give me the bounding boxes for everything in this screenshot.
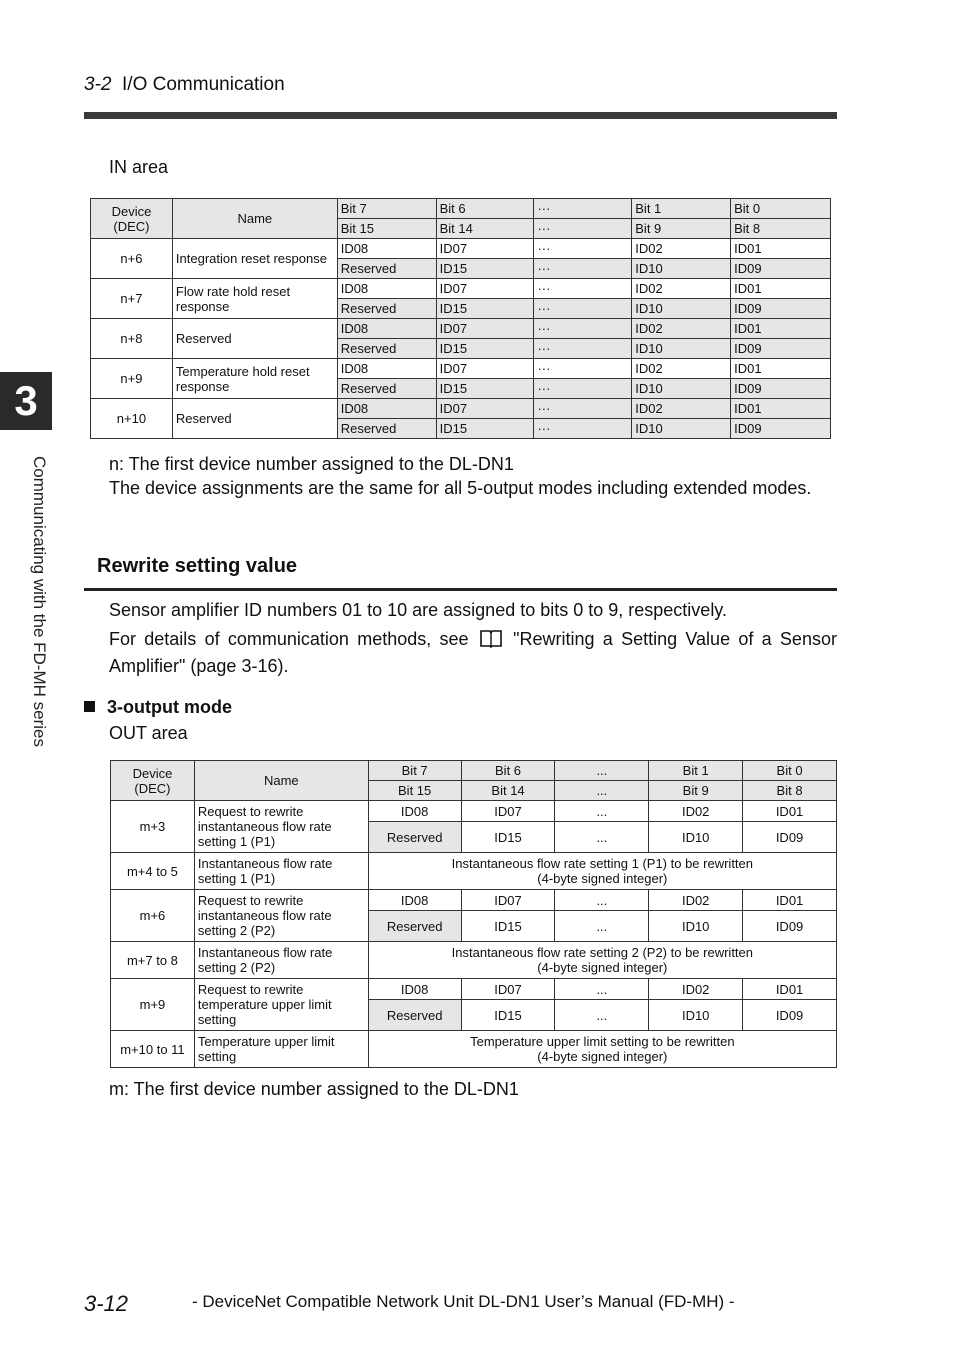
- header-device: Device (DEC): [111, 761, 195, 801]
- name-cell: Temperature upper limit setting: [194, 1031, 368, 1068]
- bit-cell: ···: [534, 279, 632, 299]
- table-row: [91, 359, 831, 379]
- name-cell: Request to rewrite instantaneous flow rate setting 2 (P2): [194, 890, 368, 942]
- bit-cell: ID01: [743, 890, 837, 911]
- bit-cell: ID07: [436, 359, 534, 379]
- in-area-table: [90, 198, 831, 439]
- merged-value-cell: [368, 853, 836, 890]
- bit-cell: Reserved: [337, 339, 436, 359]
- name-cell: Reserved: [172, 319, 337, 359]
- merged-line: Instantaneous flow rate setting 2 (P2) to be rewritten: [451, 945, 754, 960]
- bit-cell: ID15: [436, 419, 534, 439]
- header-bit: ···: [534, 199, 632, 219]
- bit-cell: ID15: [436, 379, 534, 399]
- table-row: [91, 279, 831, 299]
- header-bit: ...: [555, 761, 649, 781]
- out-area-table: [110, 760, 837, 1068]
- bit-cell: ID10: [632, 339, 731, 359]
- in-area-label: IN area: [109, 157, 169, 177]
- table-row: [111, 979, 837, 1000]
- device-cell: m+10 to 11: [111, 1031, 195, 1068]
- bit-cell: ID09: [731, 299, 831, 319]
- bit-cell: ID02: [649, 890, 743, 911]
- bit-cell: ID15: [436, 339, 534, 359]
- table-row: [91, 239, 831, 259]
- bit-cell: ...: [555, 801, 649, 822]
- bit-cell: ID10: [632, 419, 731, 439]
- device-cell: m+7 to 8: [111, 942, 195, 979]
- table-row: [111, 890, 837, 911]
- merged-line: (4-byte signed integer): [537, 1049, 668, 1064]
- merged-line: Temperature upper limit setting to be rewritten: [470, 1034, 735, 1049]
- header-name: Name: [172, 199, 337, 239]
- device-cell: m+3: [111, 801, 195, 853]
- bit-cell: ID01: [731, 399, 831, 419]
- bit-cell: ID15: [436, 299, 534, 319]
- bit-cell: ID01: [731, 359, 831, 379]
- bit-cell: ID10: [632, 299, 731, 319]
- bit-cell: ID07: [436, 279, 534, 299]
- merged-line: Instantaneous flow rate setting 1 (P1) to be rewritten: [451, 856, 754, 871]
- bit-cell: ID02: [632, 359, 731, 379]
- header-bit: Bit 1: [632, 199, 731, 219]
- bit-cell: ID08: [337, 239, 436, 259]
- bit-cell: ID02: [649, 979, 743, 1000]
- bit-cell: ID02: [632, 319, 731, 339]
- merged-line: (4-byte signed integer): [537, 960, 668, 975]
- bit-cell: ID09: [743, 1000, 837, 1031]
- bit-cell: ···: [534, 299, 632, 319]
- bit-cell: ...: [555, 890, 649, 911]
- bit-cell: ID10: [649, 1000, 743, 1031]
- bit-cell: ID02: [632, 399, 731, 419]
- bit-cell: ID02: [649, 801, 743, 822]
- name-cell: Temperature hold reset response: [172, 359, 337, 399]
- header-device: Device (DEC): [91, 199, 173, 239]
- bit-cell: ID01: [743, 979, 837, 1000]
- bit-cell: ···: [534, 399, 632, 419]
- header-bit: Bit 9: [632, 219, 731, 239]
- bit-cell: ID10: [632, 259, 731, 279]
- bullet-square-icon: [84, 701, 95, 712]
- bit-cell: ...: [555, 822, 649, 853]
- merged-value-cell: [368, 1031, 836, 1068]
- bit-cell: Reserved: [337, 299, 436, 319]
- chapter-tab: 3: [0, 372, 52, 430]
- side-chapter-label: Communicating with the FD-MH series: [30, 456, 49, 747]
- bit-cell: ID01: [743, 801, 837, 822]
- bit-cell: ID09: [731, 339, 831, 359]
- bit-cell: ID07: [461, 801, 555, 822]
- section-header: [84, 74, 285, 96]
- bit-cell: ···: [534, 419, 632, 439]
- device-cell: m+6: [111, 890, 195, 942]
- name-cell: Flow rate hold reset response: [172, 279, 337, 319]
- header-bit: Bit 0: [743, 761, 837, 781]
- device-cell: n+7: [91, 279, 173, 319]
- bit-cell: ID07: [461, 979, 555, 1000]
- bit-cell: ID15: [461, 822, 555, 853]
- name-cell: Instantaneous flow rate setting 1 (P1): [194, 853, 368, 890]
- bit-cell: ID07: [436, 239, 534, 259]
- table-row: [111, 801, 837, 822]
- table-row: [111, 942, 837, 979]
- name-cell: Instantaneous flow rate setting 2 (P2): [194, 942, 368, 979]
- header-bit: Bit 15: [337, 219, 436, 239]
- bit-cell: ID02: [632, 239, 731, 259]
- name-cell: Reserved: [172, 399, 337, 439]
- table-header-row: [111, 761, 837, 781]
- rewrite-para-1: Sensor amplifier ID numbers 01 to 10 are assigned to bits 0 to 9, respectively.: [109, 600, 727, 620]
- header-bit: ...: [555, 781, 649, 801]
- rewrite-para-2-pre: For details of communication methods, see: [109, 629, 469, 649]
- bit-cell: ID09: [743, 911, 837, 942]
- header-bit: Bit 0: [731, 199, 831, 219]
- rewrite-rule: [84, 588, 837, 591]
- device-cell: m+4 to 5: [111, 853, 195, 890]
- header-bit: Bit 7: [337, 199, 436, 219]
- rewrite-heading: Rewrite setting value: [97, 555, 298, 577]
- device-cell: n+6: [91, 239, 173, 279]
- rewrite-para-2: [109, 627, 837, 678]
- header-bit: Bit 7: [368, 761, 461, 781]
- device-cell: n+9: [91, 359, 173, 399]
- bit-cell: ID08: [337, 279, 436, 299]
- table-row: [91, 399, 831, 419]
- header-bit: Bit 14: [436, 219, 534, 239]
- bit-cell: ID15: [436, 259, 534, 279]
- section-number: 3-2: [84, 74, 112, 95]
- bit-cell: ID08: [337, 399, 436, 419]
- section-title: I/O Communication: [122, 74, 285, 95]
- bit-cell: ID10: [649, 911, 743, 942]
- mode-heading: [84, 697, 232, 718]
- mode-label: 3-output mode: [107, 697, 232, 717]
- table-header-row: [91, 199, 831, 219]
- table-row: [111, 853, 837, 890]
- page-number: 3-12: [84, 1291, 129, 1316]
- bit-cell: ID15: [461, 911, 555, 942]
- bit-cell: ID07: [436, 319, 534, 339]
- bit-cell: ID09: [731, 379, 831, 399]
- bit-cell: ...: [555, 979, 649, 1000]
- bit-cell: ID10: [632, 379, 731, 399]
- bit-cell: ID08: [337, 359, 436, 379]
- bit-cell: ID08: [368, 801, 461, 822]
- name-cell: Request to rewrite temperature upper limit setting: [194, 979, 368, 1031]
- name-cell: Integration reset response: [172, 239, 337, 279]
- bit-cell: Reserved: [337, 419, 436, 439]
- book-reference-icon: [479, 628, 503, 654]
- bit-cell: ID07: [461, 890, 555, 911]
- name-cell: Request to rewrite instantaneous flow rate setting 1 (P1): [194, 801, 368, 853]
- header-rule: [84, 112, 837, 119]
- bit-cell: ID02: [632, 279, 731, 299]
- bit-cell: ···: [534, 259, 632, 279]
- bit-cell: ···: [534, 319, 632, 339]
- in-area-note-2: The device assignments are the same for all 5-output modes including extended modes.: [109, 478, 812, 498]
- bit-cell: Reserved: [337, 259, 436, 279]
- bit-cell: ID01: [731, 239, 831, 259]
- footer-title: - DeviceNet Compatible Network Unit DL-DN1 User’s Manual (FD-MH) -: [192, 1292, 735, 1311]
- table-row: [111, 1031, 837, 1068]
- bit-cell: ID09: [743, 822, 837, 853]
- header-bit: Bit 6: [461, 761, 555, 781]
- header-bit: Bit 8: [731, 219, 831, 239]
- bit-cell: ID01: [731, 279, 831, 299]
- bit-cell: ···: [534, 379, 632, 399]
- bit-cell: Reserved: [337, 379, 436, 399]
- device-cell: m+9: [111, 979, 195, 1031]
- bit-cell: ID10: [649, 822, 743, 853]
- bit-cell: ID07: [436, 399, 534, 419]
- device-cell: n+10: [91, 399, 173, 439]
- bit-cell: ...: [555, 911, 649, 942]
- header-bit: Bit 6: [436, 199, 534, 219]
- out-area-label: OUT area: [109, 723, 188, 743]
- merged-value-cell: [368, 942, 836, 979]
- bit-cell: Reserved: [368, 1000, 461, 1031]
- header-bit: Bit 8: [743, 781, 837, 801]
- bit-cell: ···: [534, 239, 632, 259]
- out-area-note: m: The first device number assigned to the DL-DN1: [109, 1079, 519, 1099]
- header-bit: Bit 9: [649, 781, 743, 801]
- header-name: Name: [194, 761, 368, 801]
- bit-cell: ···: [534, 359, 632, 379]
- bit-cell: ID08: [368, 890, 461, 911]
- bit-cell: ID15: [461, 1000, 555, 1031]
- table-row: [91, 319, 831, 339]
- device-cell: n+8: [91, 319, 173, 359]
- header-bit: Bit 1: [649, 761, 743, 781]
- bit-cell: ...: [555, 1000, 649, 1031]
- bit-cell: ID09: [731, 419, 831, 439]
- header-bit: Bit 14: [461, 781, 555, 801]
- header-bit: ···: [534, 219, 632, 239]
- bit-cell: ID08: [337, 319, 436, 339]
- bit-cell: ID08: [368, 979, 461, 1000]
- bit-cell: ID09: [731, 259, 831, 279]
- bit-cell: Reserved: [368, 822, 461, 853]
- header-bit: Bit 15: [368, 781, 461, 801]
- bit-cell: ID01: [731, 319, 831, 339]
- in-area-note-1: n: The first device number assigned to the DL-DN1: [109, 454, 514, 474]
- bit-cell: Reserved: [368, 911, 461, 942]
- rewrite-para-2-link[interactable]: "Rewriting a Setting Value of a Sensor Amplifier" (page 3-16).: [109, 629, 837, 676]
- bit-cell: ···: [534, 339, 632, 359]
- merged-line: (4-byte signed integer): [537, 871, 668, 886]
